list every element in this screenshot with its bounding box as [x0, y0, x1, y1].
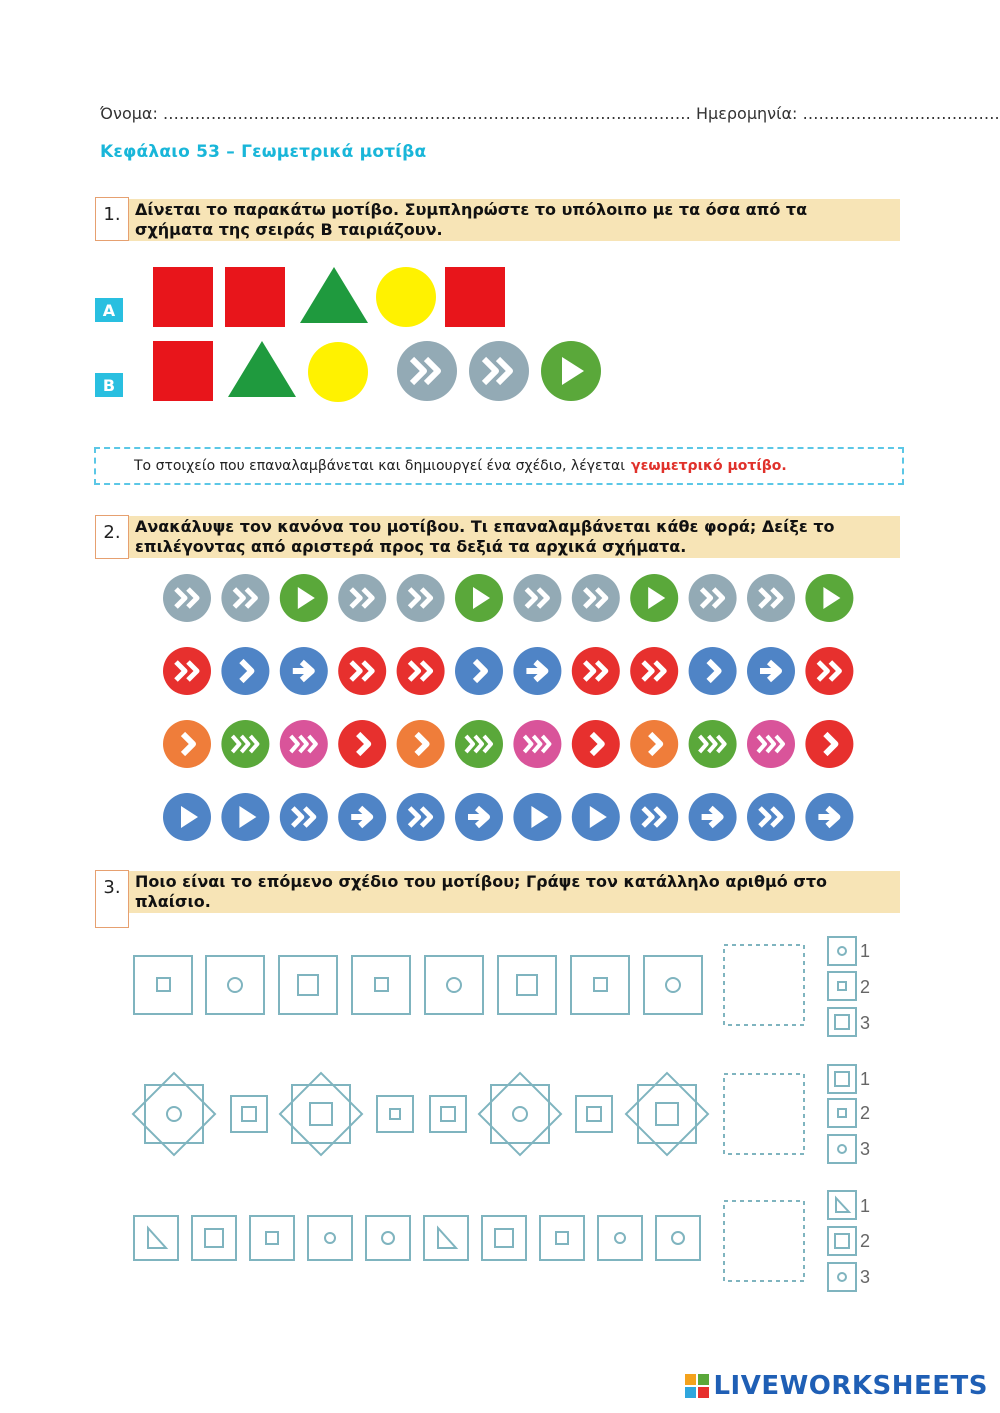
q3-row-1-num-3: 3: [860, 1013, 871, 1033]
q3-row-3: [134, 1191, 856, 1291]
pattern-red-chevron-icon[interactable]: [572, 720, 620, 768]
pattern-blue-double-chevron-icon[interactable]: [397, 793, 445, 841]
pattern-gray-double-chevron-icon[interactable]: [221, 574, 269, 622]
question-1-line-2: σχήματα της σειράς Β ταιριάζουν.: [135, 220, 443, 239]
pattern-green-triple-chevron-icon[interactable]: [221, 720, 269, 768]
pattern-blue-play-icon[interactable]: [513, 793, 561, 841]
pattern-green-play-icon[interactable]: [455, 574, 503, 622]
pattern-blue-play-icon[interactable]: [163, 793, 211, 841]
pattern-blue-arrow-icon[interactable]: [747, 647, 795, 695]
question-1-number: 1.: [95, 197, 129, 241]
question-3-line-2: πλαίσιο.: [135, 892, 211, 911]
liveworksheets-logo-icon: [685, 1374, 709, 1398]
q3-row-1-num-1: 1: [860, 941, 871, 961]
chapter-title: Κεφάλαιο 53 – Γεωμετρικά μοτίβα: [100, 142, 427, 162]
pattern-gray-double-chevron-icon[interactable]: [338, 574, 386, 622]
pattern-red-double-chevron-icon[interactable]: [805, 647, 853, 695]
pattern-blue-double-chevron-icon[interactable]: [630, 793, 678, 841]
row-a-label: Α: [95, 298, 123, 322]
pattern-orange-chevron-icon[interactable]: [630, 720, 678, 768]
q3-row-2-option-3[interactable]: [828, 1135, 856, 1163]
pattern-red-double-chevron-icon[interactable]: [572, 647, 620, 695]
row-b-yellow-circle[interactable]: [308, 342, 368, 402]
pattern-green-triple-chevron-icon[interactable]: [455, 720, 503, 768]
row-b-label: Β: [95, 373, 123, 397]
pattern-gray-double-chevron-icon[interactable]: [163, 574, 211, 622]
pattern-red-double-chevron-icon[interactable]: [630, 647, 678, 695]
pattern-green-play-icon[interactable]: [805, 574, 853, 622]
row-a-red-square[interactable]: [153, 267, 213, 327]
pattern-blue-arrow-icon[interactable]: [805, 793, 853, 841]
pattern-pink-triple-chevron-icon[interactable]: [747, 720, 795, 768]
pattern-red-chevron-icon[interactable]: [338, 720, 386, 768]
q3-row-1-option-1[interactable]: [828, 937, 856, 965]
row-a-red-square[interactable]: [225, 267, 285, 327]
q3-row-1-answer-box[interactable]: [724, 945, 804, 1025]
q3-row-3-answer-box[interactable]: [724, 1201, 804, 1281]
pattern-red-double-chevron-icon[interactable]: [397, 647, 445, 695]
pattern-gray-double-chevron-icon[interactable]: [513, 574, 561, 622]
pattern-blue-double-chevron-icon[interactable]: [280, 793, 328, 841]
liveworksheets-logo: [685, 1371, 988, 1401]
q3-row-2-num-1: 1: [860, 1069, 871, 1089]
row-b-green-triangle[interactable]: [228, 341, 296, 397]
pattern-orange-chevron-icon[interactable]: [163, 720, 211, 768]
pattern-gray-double-chevron-icon[interactable]: [572, 574, 620, 622]
question-3-line-1: Ποιο είναι το επόμενο σχέδιο του μοτίβου; Γράψε τον κατάλληλο αριθμό στο: [135, 872, 828, 891]
q3-row-2-option-1[interactable]: [828, 1065, 856, 1093]
definition-text: Το στοιχείο που επαναλαμβάνεται και δημιουργεί ένα σχέδιο, λέγεται: [134, 458, 626, 474]
q3-row-1: [134, 937, 856, 1036]
q3-row-2-num-3: 3: [860, 1139, 871, 1159]
q3-row-2-answer-box[interactable]: [724, 1074, 804, 1154]
q3-row-2-num-2: 2: [860, 1103, 871, 1123]
pattern-blue-arrow-icon[interactable]: [689, 793, 737, 841]
name-date-line: Όνομα: ……………………………………………………………………………………… Ημερομηνία: ……………………………….: [100, 104, 1000, 123]
q3-row-2-option-2[interactable]: [828, 1099, 856, 1127]
q3-row-3-num-1: 1: [860, 1196, 871, 1216]
question-1-line-1: Δίνεται το παρακάτω μοτίβο. Συμπληρώστε το υπόλοιπο με τα όσα από τα: [135, 200, 808, 219]
pattern-green-play-icon[interactable]: [280, 574, 328, 622]
pattern-green-triple-chevron-icon[interactable]: [689, 720, 737, 768]
pattern-red-double-chevron-icon[interactable]: [163, 647, 211, 695]
pattern-red-double-chevron-icon[interactable]: [338, 647, 386, 695]
q3-row-1-option-3[interactable]: [828, 1008, 856, 1036]
question-3-text: [129, 871, 900, 913]
question-2-line-2: επιλέγοντας από αριστερά προς τα δεξιά τα αρχικά σχήματα.: [135, 537, 687, 556]
question-1-text: [129, 199, 900, 241]
q3-row-3-option-2[interactable]: [828, 1227, 856, 1255]
pattern-blue-arrow-icon[interactable]: [513, 647, 561, 695]
pattern-blue-arrow-icon[interactable]: [280, 647, 328, 695]
pattern-red-chevron-icon[interactable]: [805, 720, 853, 768]
question-2-line-1: Ανακάλυψε τον κανόνα του μοτίβου. Τι επαναλαμβάνεται κάθε φορά; Δείξε το: [135, 517, 835, 536]
pattern-green-play-icon[interactable]: [630, 574, 678, 622]
q3-row-1-num-2: 2: [860, 977, 871, 997]
pattern-blue-chevron-icon[interactable]: [221, 647, 269, 695]
pattern-gray-double-chevron-icon[interactable]: [689, 574, 737, 622]
pattern-blue-arrow-icon[interactable]: [455, 793, 503, 841]
q3-row-1-option-2[interactable]: [828, 972, 856, 1000]
pattern-pink-triple-chevron-icon[interactable]: [280, 720, 328, 768]
row-a-red-square[interactable]: [445, 267, 505, 327]
pattern-blue-arrow-icon[interactable]: [338, 793, 386, 841]
q1-shapes: [140, 255, 620, 415]
question-2-number: 2.: [95, 515, 129, 559]
q3-row-2: [133, 1065, 856, 1163]
q3-row-3-option-3[interactable]: [828, 1263, 856, 1291]
liveworksheets-logo-text: LIVEWORKSHEETS: [713, 1371, 988, 1401]
pattern-blue-chevron-icon[interactable]: [689, 647, 737, 695]
question-3-number: 3.: [95, 870, 129, 928]
pattern-pink-triple-chevron-icon[interactable]: [513, 720, 561, 768]
q3-patterns: [120, 925, 890, 1305]
pattern-gray-double-chevron-icon[interactable]: [747, 574, 795, 622]
q2-pattern-grid: [150, 570, 860, 850]
pattern-gray-double-chevron-icon[interactable]: [397, 574, 445, 622]
pattern-blue-chevron-icon[interactable]: [455, 647, 503, 695]
row-b-red-square[interactable]: [153, 341, 213, 401]
question-2-text: [129, 516, 900, 558]
q3-row-3-num-2: 2: [860, 1231, 871, 1251]
pattern-orange-chevron-icon[interactable]: [397, 720, 445, 768]
row-a-green-triangle[interactable]: [300, 267, 368, 323]
row-b-gray-double-chevron-icon[interactable]: [397, 341, 457, 401]
pattern-blue-play-icon[interactable]: [221, 793, 269, 841]
definition-highlight: γεωμετρικό μοτίβο.: [631, 458, 787, 474]
row-b-green-play-icon[interactable]: [541, 341, 601, 401]
pattern-blue-double-chevron-icon[interactable]: [747, 793, 795, 841]
row-a-yellow-circle[interactable]: [376, 267, 436, 327]
row-b-gray-double-chevron-icon[interactable]: [469, 341, 529, 401]
q3-row-3-num-3: 3: [860, 1267, 871, 1287]
definition-box: [94, 447, 904, 485]
pattern-blue-play-icon[interactable]: [572, 793, 620, 841]
